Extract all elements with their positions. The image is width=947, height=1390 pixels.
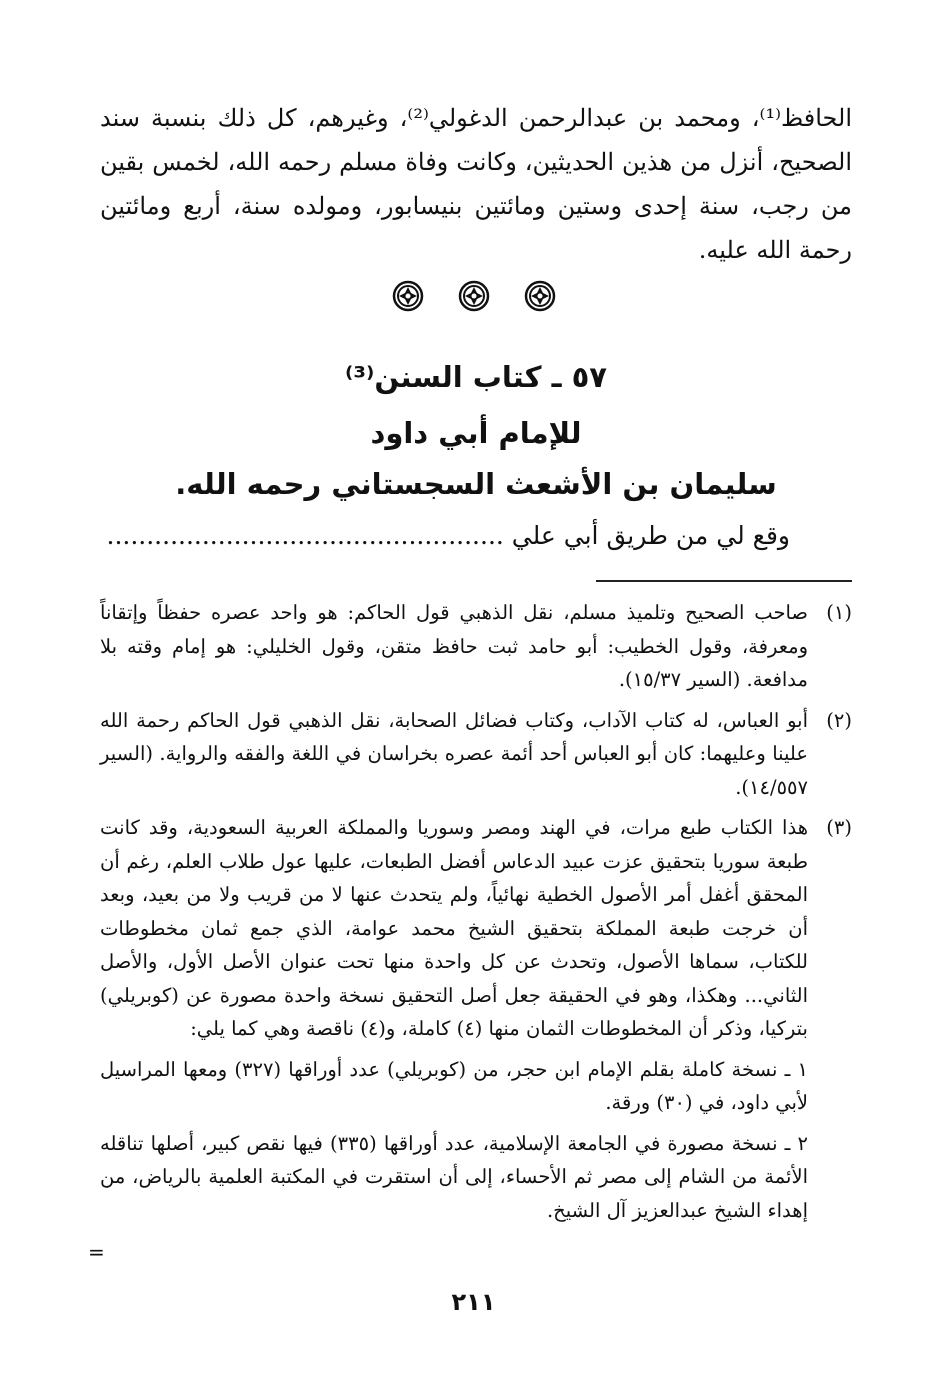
footnote-3: [100, 811, 852, 1227]
footnote-1: [100, 596, 852, 697]
footnote-list-item: ٢ ـ نسخة مصورة في الجامعة الإسلامية، عدد أوراقها (٣٣٥) فيها نقص كبير، أصلها تناقله الأئمة من الشام إلى مصر ثم الأحساء، إلى أن استقرت في المكتبة العلمية بالرياض، من إهداء الشيخ عبدالعزيز آل الشيخ.: [100, 1131, 808, 1222]
rosette-ornament-icon: [458, 280, 490, 312]
chapter-heading-title: ٥٧ ـ كتاب السنن⁽³⁾: [344, 360, 608, 394]
chapter-heading-author: للإمام أبي داود: [370, 416, 582, 450]
footnote-number: (٢): [826, 708, 852, 732]
footnote-text: أبو العباس، له كتاب الآداب، وكتاب فضائل الصحابة، نقل الذهبي قول الحاكم رحمة الله علينا وعليهما: كان أبو العباس أحد أئمة عصره بخراسان في اللغة والفقه والرواية. (السير ١٤/٥٥٧).: [100, 708, 808, 799]
narration-line: وقع لي من طريق أبي علي ..................................................: [106, 521, 790, 550]
footnote-text: هذا الكتاب طبع مرات، في الهند ومصر وسوريا والمملكة العربية السعودية، وقد كانت طبعة سوريا بتحقيق عزت عبيد الدعاس أفضل الطبعات، عليها عول طلاب العلم، رغم أن المحقق أغفل أمر الأصول الخطية نهائياً، ولم يتحدث عنها لا من قريب ولا من بعيد، وبعد أن خرجت طبعة المملكة بتحقيق الشيخ محمد عوامة، الذي جمع ثمان مخطوطات للكتاب، سماها الأصول، وتحدث عن كل واحدة منها تحت عنوان الأصل الأول، والأصل الثاني... وهكذا، وهو في الحقيقة جعل أصل التحقيق نسخة واحدة مصورة عن (كوبريلي) بتركيا، وذكر أن المخطوطات الثمان منها (٤) كاملة، و(٤) ناقصة وهي كما يلي:: [100, 816, 808, 1040]
page-number: ٢١١: [451, 1288, 496, 1316]
footnote-separator: [596, 580, 852, 582]
continuation-mark: =: [88, 1240, 105, 1264]
footnote-number: (١): [826, 601, 852, 624]
footnote-text: صاحب الصحيح وتلميذ مسلم، نقل الذهبي قول الحاكم: هو واحد عصره حفظاً وإتقاناً ومعرفة، وقول الخطيب: أبو حامد ثبت حافظ متقن، وقول الخليلي: هو إمام وقته بلا مدافعة. (السير ١٥/٣٧).: [100, 601, 808, 691]
footnote-list-item: ١ ـ نسخة كاملة بقلم الإمام ابن حجر، من (كوبريلي) عدد أوراقها (٣٢٧) ومعها المراسيل لأبي داود، في (٣٠) ورقة.: [100, 1057, 808, 1114]
rosette-ornament-icon: [392, 280, 424, 312]
footnotes: [100, 596, 852, 1234]
section-divider-ornaments: [0, 280, 947, 312]
rosette-ornament-icon: [524, 280, 556, 312]
main-paragraph: الحافظ⁽¹⁾، ومحمد بن عبدالرحمن الدغولي⁽²⁾، وغيرهم، كل ذلك بنسبة سند الصحيح، أنزل من هذين الحديثين، وكانت وفاة مسلم رحمه الله، لخمس بقين من رجب، سنة إحدى وستين ومائتين بنيسابور، ومولده سنة، أربع ومائتين رحمة الله عليه.: [100, 104, 852, 264]
footnote-number: (٣): [826, 816, 852, 839]
main-paragraph-block: [100, 96, 852, 272]
footnote-2: [100, 704, 852, 805]
chapter-heading-author-name: سليمان بن الأشعث السجستاني رحمه الله.: [175, 467, 777, 501]
